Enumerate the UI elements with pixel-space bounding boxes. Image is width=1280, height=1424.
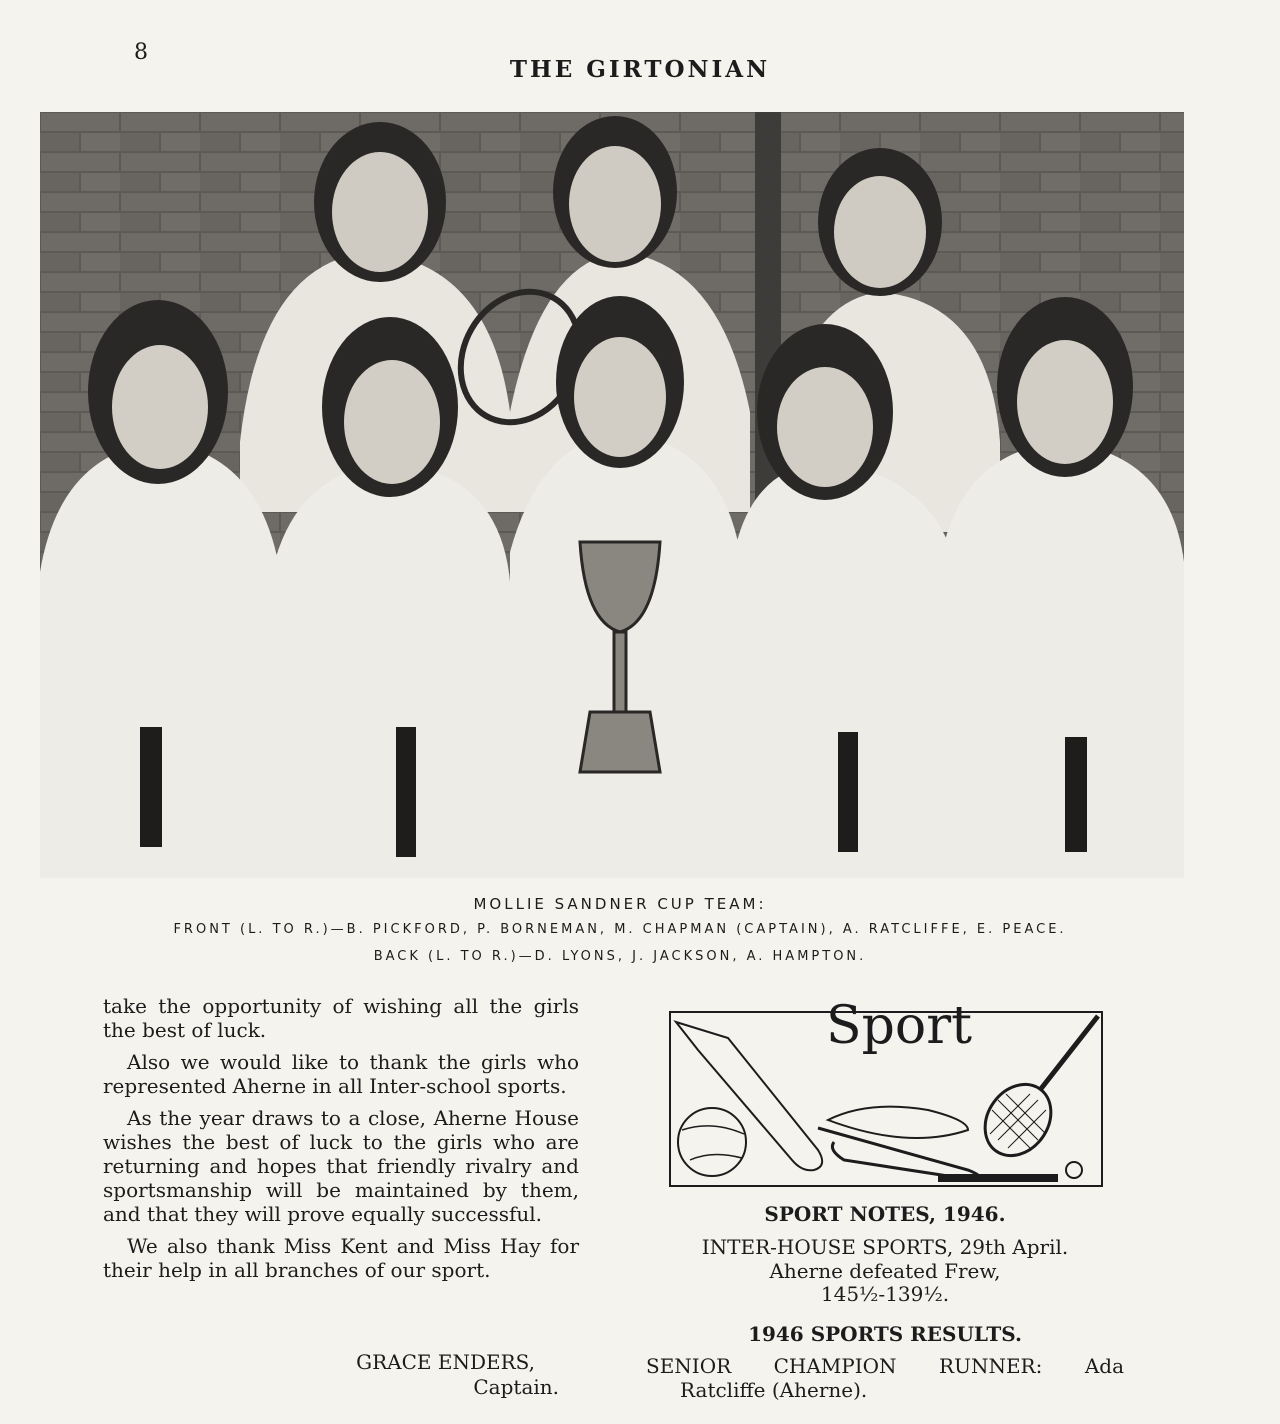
hat-icon <box>828 1107 968 1138</box>
house-report-column <box>103 994 579 1290</box>
photo-caption-back-row: BACK (L. TO R.)—D. LYONS, J. JACKSON, A. HAMPTON. <box>373 949 867 964</box>
sports-results-heading: 1946 SPORTS RESULTS. <box>748 1322 1022 1346</box>
ball-icon <box>678 1108 746 1176</box>
result-line: Ratcliffe (Aherne). <box>680 1378 868 1402</box>
paragraph: Also we would like to thank the girls who represented Aherne in all Inter-school sports. <box>103 1050 579 1098</box>
sport-heading: Sport <box>826 996 972 1056</box>
sport-notes-line: INTER-HOUSE SPORTS, 29th April. <box>701 1235 1069 1259</box>
sport-notes-heading: SPORT NOTES, 1946. <box>764 1202 1006 1226</box>
paragraph: As the year draws to a close, Aherne House wishes the best of luck to the girls who are returning and hopes that friendly rivalry and sportsmanship will be maintained by them, and that they will prove equally successful. <box>103 1106 579 1226</box>
signature-role: Captain. <box>473 1375 559 1399</box>
sport-notes-line: 145½-139½. <box>820 1282 950 1306</box>
photo-caption-front-row: FRONT (L. TO R.)—B. PICKFORD, P. BORNEMAN, M. CHAPMAN (CAPTAIN), A. RATCLIFFE, E. PEACE. <box>173 922 1067 937</box>
photo-caption-title: MOLLIE SANDNER CUP TEAM: <box>473 895 767 913</box>
running-head: THE GIRTONIAN <box>509 56 771 83</box>
paragraph: We also thank Miss Kent and Miss Hay for their help in all branches of our sport. <box>103 1234 579 1282</box>
team-photograph <box>40 112 1184 878</box>
paragraph: take the opportunity of wishing all the girls the best of luck. <box>103 994 579 1042</box>
signature-name: GRACE ENDERS, <box>356 1350 535 1374</box>
sport-notes-line: Aherne defeated Frew, <box>769 1259 1001 1283</box>
page-number: 8 <box>134 40 148 65</box>
result-line: SENIOR CHAMPION RUNNER: Ada <box>646 1354 1124 1378</box>
